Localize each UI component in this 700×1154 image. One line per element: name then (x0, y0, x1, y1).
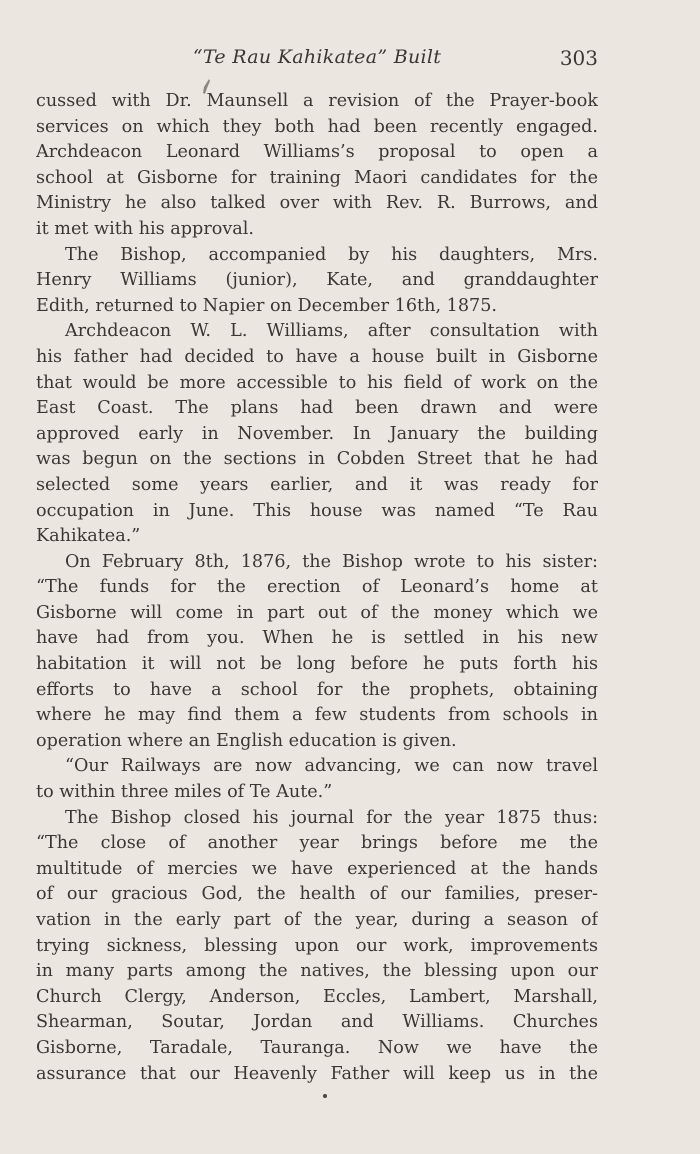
text-line: vation in the early part of the year, during a season of (36, 910, 598, 930)
text-line: On February 8th, 1876, the Bishop wrote to his sister: (65, 551, 598, 572)
text-line: have had from you. When he is settled in his new (36, 628, 598, 649)
text-line: services on which they both had been recently engaged. (36, 116, 598, 137)
text-line: was begun on the sections in Cobden Street that he had (36, 449, 598, 470)
page-number: 303 (559, 46, 598, 70)
text-line: Shearman, Soutar, Jordan and Williams. Churches (36, 1012, 598, 1033)
page-header (36, 46, 598, 74)
text-line: to within three miles of Te Aute.” (36, 782, 333, 803)
text-line: that would be more accessible to his field of work on the (36, 372, 598, 393)
text-line: East Coast. The plans had been drawn and were (36, 398, 598, 419)
text-line: efforts to have a school for the prophets, obtaining (36, 679, 598, 700)
text-line: The Bishop, accompanied by his daughters, Mrs. (65, 244, 598, 265)
text-line: trying sickness, blessing upon our work, improvements (36, 935, 598, 956)
text-line: multitude of mercies we have experienced at the hands (36, 858, 598, 879)
text-line: assurance that our Heavenly Father will keep us in the (36, 1063, 598, 1084)
text-line: of our gracious God, the health of our families, preser- (36, 884, 598, 905)
body-text (36, 89, 598, 1087)
text-line: Gisborne will come in part out of the money which we (36, 602, 598, 623)
text-line: Edith, returned to Napier on December 16th, 1875. (36, 295, 497, 316)
text-line: Gisborne, Taradale, Tauranga. Now we have the (36, 1037, 598, 1058)
text-line: school at Gisborne for training Maori candidates for the (36, 167, 598, 188)
text-line: Henry Williams (junior), Kate, and granddaughter (36, 270, 598, 291)
text-line: occupation in June. This house was named “Te Rau (36, 500, 598, 521)
text-line: in many parts among the natives, the blessing upon our (36, 961, 598, 982)
text-line: “The funds for the erection of Leonard’s home at (36, 577, 598, 598)
text-line: Ministry he also talked over with Rev. R. Burrows, and (36, 193, 598, 214)
text-line: habitation it will not be long before he puts forth his (36, 654, 598, 675)
text-line: it met with his approval. (36, 218, 254, 239)
text-line: Archdeacon Leonard Williams’s proposal to open a (36, 142, 598, 163)
text-line: Kahikatea.” (36, 526, 141, 547)
text-line: “Our Railways are now advancing, we can now travel (65, 756, 598, 777)
text-line: where he may find them a few students from schools in (36, 705, 598, 726)
ink-speck (323, 1094, 327, 1098)
text-line: cussed with Dr. Maunsell a revision of the Prayer-book (36, 91, 598, 111)
text-line: Church Clergy, Anderson, Eccles, Lambert, Marshall, (36, 986, 598, 1007)
text-line: operation where an English education is given. (36, 730, 457, 751)
text-line: selected some years earlier, and it was ready for (36, 474, 598, 495)
text-line: Archdeacon W. L. Williams, after consultation with (65, 321, 598, 342)
running-title: “Te Rau Kahikatea” Built (192, 46, 442, 68)
text-line: “The close of another year brings before me the (36, 833, 598, 854)
text-line: his father had decided to have a house built in Gisborne (36, 346, 598, 367)
text-line: The Bishop closed his journal for the year 1875 thus: (65, 807, 598, 828)
text-line: approved early in November. In January the building (36, 423, 598, 444)
